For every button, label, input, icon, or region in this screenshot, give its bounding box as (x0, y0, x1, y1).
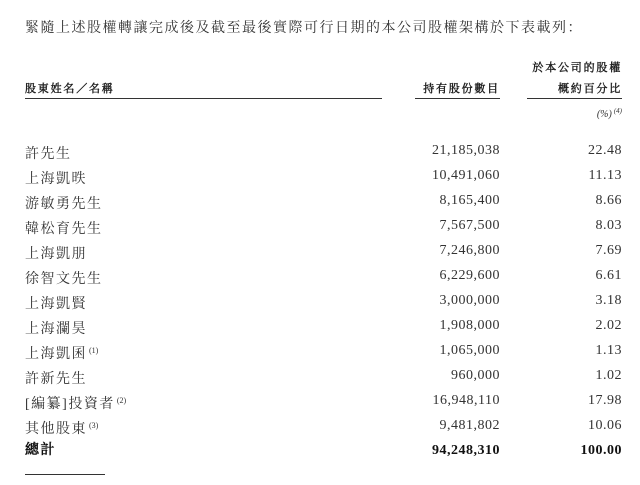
intro-text: 緊隨上述股權轉讓完成後及截至最後實際可行日期的本公司股權架構於下表載列： (25, 21, 583, 36)
shareholding-percentage: 22.48 (588, 143, 622, 158)
shares-held: 7,246,800 (439, 243, 500, 258)
total-row (0, 442, 640, 460)
shareholding-percentage: 1.13 (595, 343, 622, 358)
shareholding-percentage: 10.06 (588, 418, 622, 433)
table-row (0, 392, 640, 410)
table-row (0, 217, 640, 235)
shares-held: 7,567,500 (439, 218, 500, 233)
shares-held: 6,229,600 (439, 268, 500, 283)
shareholder-name-text: 上海凱昳 (25, 172, 87, 187)
shareholder-name (25, 142, 74, 164)
shareholder-name (25, 342, 98, 364)
shareholder-name-text: 許新先生 (25, 372, 87, 387)
table-row (0, 192, 640, 210)
percentage-unit-label (597, 104, 622, 122)
shares-held: 1,065,000 (439, 343, 500, 358)
shareholder-name (25, 417, 98, 439)
shareholding-percentage: 6.61 (595, 268, 622, 283)
footnote-marker: (3) (89, 421, 99, 430)
shareholding-percentage: 17.98 (588, 393, 622, 408)
shareholder-name-text: 上海凱囷 (25, 347, 87, 362)
total-label: 總計 (25, 443, 56, 458)
footnote-marker: (2) (116, 396, 127, 405)
shareholder-name (25, 167, 89, 189)
shares-held: 9,481,802 (439, 418, 500, 433)
shares-held: 21,185,038 (432, 143, 500, 158)
column-header-percentage-line2: 概約百分比 (558, 83, 622, 95)
shares-held: 10,491,060 (432, 168, 500, 183)
shareholder-name-text: 韓松育先生 (25, 222, 103, 237)
shareholding-percentage: 1.02 (595, 368, 622, 383)
table-row (0, 292, 640, 310)
table-row (0, 242, 640, 260)
shareholder-name (25, 192, 105, 214)
shareholding-percentage: 8.03 (595, 218, 622, 233)
footnote-marker: (1) (89, 346, 99, 355)
header-underline-shares (415, 98, 500, 99)
column-header-percentage-line1: 於本公司的股權 (532, 62, 622, 74)
shareholder-name (25, 242, 89, 264)
table-row (0, 417, 640, 435)
shareholding-percentage: 3.18 (595, 293, 622, 308)
shareholder-name (25, 392, 126, 414)
footnote-divider (25, 474, 105, 475)
shareholding-percentage: 8.66 (595, 193, 622, 208)
shareholder-name-text: 許先生 (25, 147, 72, 162)
shares-held: 8,165,400 (439, 193, 500, 208)
shares-held: 3,000,000 (439, 293, 500, 308)
shares-held: 960,000 (451, 368, 500, 383)
header-underline-percentage (527, 98, 622, 99)
percentage-unit: (%) (596, 109, 612, 120)
shares-held: 1,908,000 (439, 318, 500, 333)
shareholder-name (25, 367, 89, 389)
shareholding-percentage: 2.02 (595, 318, 622, 333)
table-row (0, 267, 640, 285)
shareholder-name-text: 上海凱賢 (25, 297, 87, 312)
shareholder-name-text: 上海瀾昊 (25, 322, 87, 337)
shareholder-name (25, 267, 105, 289)
shareholder-name (25, 317, 89, 339)
table-row (0, 342, 640, 360)
total-percentage: 100.00 (580, 443, 622, 458)
shareholder-name-text: 徐智文先生 (25, 272, 103, 287)
total-shares: 94,248,310 (432, 443, 500, 458)
shareholder-name (25, 217, 105, 239)
shareholding-percentage: 11.13 (588, 168, 622, 183)
footnote-marker: (4) (613, 107, 622, 115)
table-row (0, 367, 640, 385)
shareholder-name-text: [編纂]投資者 (25, 397, 115, 412)
header-underline-name (25, 98, 382, 99)
column-header-shareholder-name: 股東姓名／名稱 (25, 83, 115, 95)
shareholding-percentage: 7.69 (595, 243, 622, 258)
column-header-shares-held: 持有股份數目 (423, 83, 500, 95)
table-row (0, 317, 640, 335)
shareholder-name-text: 游敏勇先生 (25, 197, 103, 212)
shareholder-name-text: 上海凱朋 (25, 247, 87, 262)
shareholder-name (25, 292, 89, 314)
shareholder-name-text: 其他股東 (25, 422, 87, 437)
table-row (0, 142, 640, 160)
table-row (0, 167, 640, 185)
shares-held: 16,948,110 (432, 393, 500, 408)
